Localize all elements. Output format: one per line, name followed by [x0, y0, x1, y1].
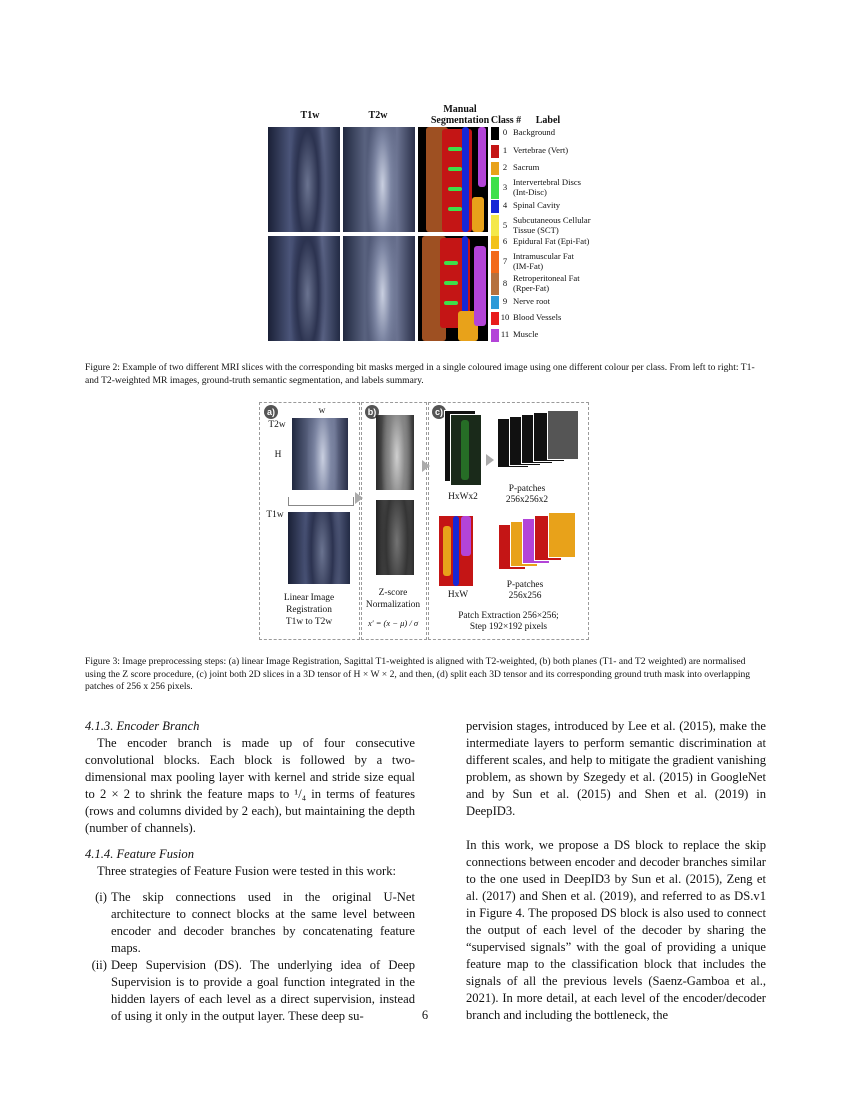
legend-class-number: 6: [502, 236, 508, 246]
right-column: [466, 718, 766, 1024]
paragraph-feature-fusion: Three strategies of Feature Fusion were tested in this work:: [97, 864, 397, 878]
z-score-formula: x′ = (x − μ) / σ: [367, 618, 419, 628]
legend-class-number: 7: [502, 255, 508, 266]
legend-swatch: [491, 236, 499, 249]
panel-a-caption-2: Registration: [286, 605, 332, 615]
legend-swatch: [491, 251, 499, 273]
legend-class-number: 1: [502, 145, 508, 155]
legend-class-label: Blood Vessels: [513, 312, 562, 322]
legend-swatch: [491, 200, 499, 213]
legend-swatch: [491, 329, 499, 342]
panel-c-label: c): [432, 405, 446, 419]
legend-item: [499, 201, 560, 211]
section-heading-4-1-3: 4.1.3. Encoder Branch: [85, 719, 200, 733]
list-item-text: Deep Supervision (DS). The underlying idea of Deep Supervision is to provide a goal function integrated in the hidden layers of each level as a direct supervision, instead of using it only in the output layer. These deep su-: [111, 958, 415, 1023]
legend-item: [499, 330, 538, 340]
legend-class-number: 2: [502, 162, 508, 172]
legend-swatch: [491, 312, 499, 325]
header-segmentation: Segmentation: [430, 115, 490, 126]
arrow-to-patches-1: [486, 454, 494, 466]
panel-b-caption-1: Z-score: [378, 588, 408, 598]
header-label: Label: [535, 115, 561, 126]
mask-slice: [438, 515, 474, 587]
list-item-number: (i): [95, 890, 107, 904]
p-patches-size-2: 256x256: [508, 591, 542, 601]
list-item-number: (ii): [91, 958, 107, 972]
p-patches-mask-stack: [498, 510, 580, 580]
panel-a-caption-1: Linear Image: [283, 593, 335, 603]
mri-t2w-bottom: [343, 236, 415, 341]
legend-item: [499, 146, 568, 156]
legend-swatch: [491, 177, 499, 199]
legend-class-number: 11: [500, 329, 510, 339]
page-number: 6: [421, 1008, 429, 1022]
legend-swatch: [491, 273, 499, 295]
mri-t1w-top: [268, 127, 340, 232]
p-patches-image-stack: [497, 410, 579, 478]
legend-item: [499, 163, 539, 173]
header-manual: Manual: [443, 104, 477, 115]
legend-item: [499, 216, 591, 235]
legend-item: [499, 128, 555, 138]
figure-3-caption: Figure 3: Image preprocessing steps: (a) linear Image Registration, Sagittal T1-weighted is aligned with T2-weighted, (b) both planes (T1- and T2 weighted) are normalised using the Z score procedure, (c) joint both 2D slices in a 3D tensor of H × W × 2, and then, (d) split each 3D tensor and its corresponding ground truth mask into overlapping patches of 256 x 256 pixels.: [85, 656, 751, 692]
legend-class-label: Spinal Cavity: [513, 200, 561, 210]
t2w-label: T2w: [268, 420, 286, 430]
normalized-t1w: [376, 500, 414, 575]
legend-swatch: [491, 215, 499, 237]
legend-swatch: [491, 127, 499, 140]
legend-item: [499, 274, 580, 293]
legend-class-label: Retroperitoneal Fat (Rper-Fat): [513, 273, 580, 293]
legend-item: [499, 178, 581, 197]
t1w-label: T1w: [266, 510, 284, 520]
mask-size-label: HxW: [447, 590, 469, 600]
legend-item: [499, 252, 574, 271]
legend-class-label: Muscle: [513, 329, 539, 339]
panel-a-caption-3: T1w to T2w: [285, 617, 333, 627]
legend-class-label: Nerve root: [513, 296, 550, 306]
brace: [288, 497, 354, 506]
header-class: Class #: [490, 115, 522, 126]
legend-class-number: 10: [500, 312, 510, 322]
legend-class-label: Sacrum: [513, 162, 540, 172]
paragraph-encoder-branch: The encoder branch is made up of four consecutive convolutional blocks. Each block is followed by a two-dimensional max pooling layer with kernel and stride size equal to 2 × 2 to shrink the feature maps to ¹/₄ in terms of features (rows and columns divided by 2 each), but maintaining the depth (number of channels).: [85, 736, 415, 835]
legend-class-label: Intervertebral Discs (Int-Disc): [513, 177, 582, 197]
width-label: w: [318, 406, 326, 416]
tensor-size-label: HxWx2: [448, 492, 478, 502]
list-item: [85, 889, 415, 957]
figure-2-caption: Figure 2: Example of two different MRI slices with the corresponding bit masks merged in a single coloured image using one different colour per class. From left to right: T1- and T2-weighted MR images, ground-truth semantic segmentation, and labels summary.: [85, 362, 755, 386]
tensor-slice-front: [450, 414, 482, 486]
legend-swatch: [491, 296, 499, 309]
legend-class-label: Vertebrae (Vert): [513, 145, 569, 155]
left-column: [85, 718, 415, 1025]
paragraph-deep-supervision: pervision stages, introduced by Lee et al. (2015), make the intermediate layers to perform semantic discrimination at different scales, and help to mitigate the gradient vanishing problem, as shown by Szegedy et al. (2015) in GoogleNet and by Sun et al. (2015) and Shen et al. (2019) in DeepID3.: [466, 719, 766, 818]
legend-class-label: Intramuscular Fat (IM-Fat): [513, 251, 574, 271]
mri-t1w-bottom: [268, 236, 340, 341]
legend-class-number: 9: [502, 296, 508, 306]
height-label: H: [274, 450, 282, 460]
legend-item: [499, 297, 550, 307]
legend-class-label: Background: [513, 127, 556, 137]
t2w-image: [292, 418, 348, 490]
section-heading-4-1-4: 4.1.4. Feature Fusion: [85, 847, 195, 861]
legend-class-label: Epidural Fat (Epi-Fat): [513, 236, 590, 246]
patch-extraction-label-1: Patch Extraction 256×256;: [458, 611, 559, 621]
list-item-text: The skip connections used in the original U-Net architecture to connect blocks at the same level between encoder and decoder branches by concatenating feature maps.: [111, 890, 415, 955]
legend-class-label: Subcutaneous Cellular Tissue (SCT): [513, 215, 591, 235]
patch-extraction-label-2: Step 192×192 pixels: [469, 622, 548, 632]
legend-class-number: 5: [502, 219, 508, 230]
legend-class-number: 0: [502, 127, 508, 137]
p-patches-size-1: 256x256x2: [505, 495, 549, 505]
header-t2w: T2w: [368, 110, 388, 121]
segmentation-top: [418, 127, 488, 232]
normalized-t2w: [376, 415, 414, 490]
panel-b-label: b): [365, 405, 379, 419]
panel-a-label: a): [264, 405, 278, 419]
header-t1w: T1w: [300, 110, 320, 121]
legend-item: [499, 237, 589, 247]
legend-class-number: 4: [502, 200, 508, 210]
mri-t2w-top: [343, 127, 415, 232]
p-patches-label-1: P-patches: [508, 484, 546, 494]
legend-swatch: [491, 145, 499, 158]
t1w-image: [288, 512, 350, 584]
p-patches-label-2: P-patches: [506, 580, 544, 590]
legend-class-number: 8: [502, 277, 508, 288]
panel-b-caption-2: Normalization: [365, 600, 421, 610]
segmentation-bottom: [418, 236, 488, 341]
legend-class-number: 3: [502, 181, 508, 192]
paragraph-ds-block: In this work, we propose a DS block to replace the skip connections between encoder and decoder branches similar to the one used in DeepID3 by Sun et al. (2015), Zeng et al. (2017) and Shen et al. (2019), and referred to as DS.v1 in Figure 4. The proposed DS block is also used to connect the output of each level of the decoder by sharing the “supervised signals” with the goal of providing a unique feature map to the classification block that includes the signals of all the previous levels (Saenz-Gamboa et al., 2021). In more detail, at each level of the encoder/decoder branch and including the bottleneck, the: [466, 838, 766, 1022]
legend-item: [499, 313, 561, 323]
legend-swatch: [491, 162, 499, 175]
